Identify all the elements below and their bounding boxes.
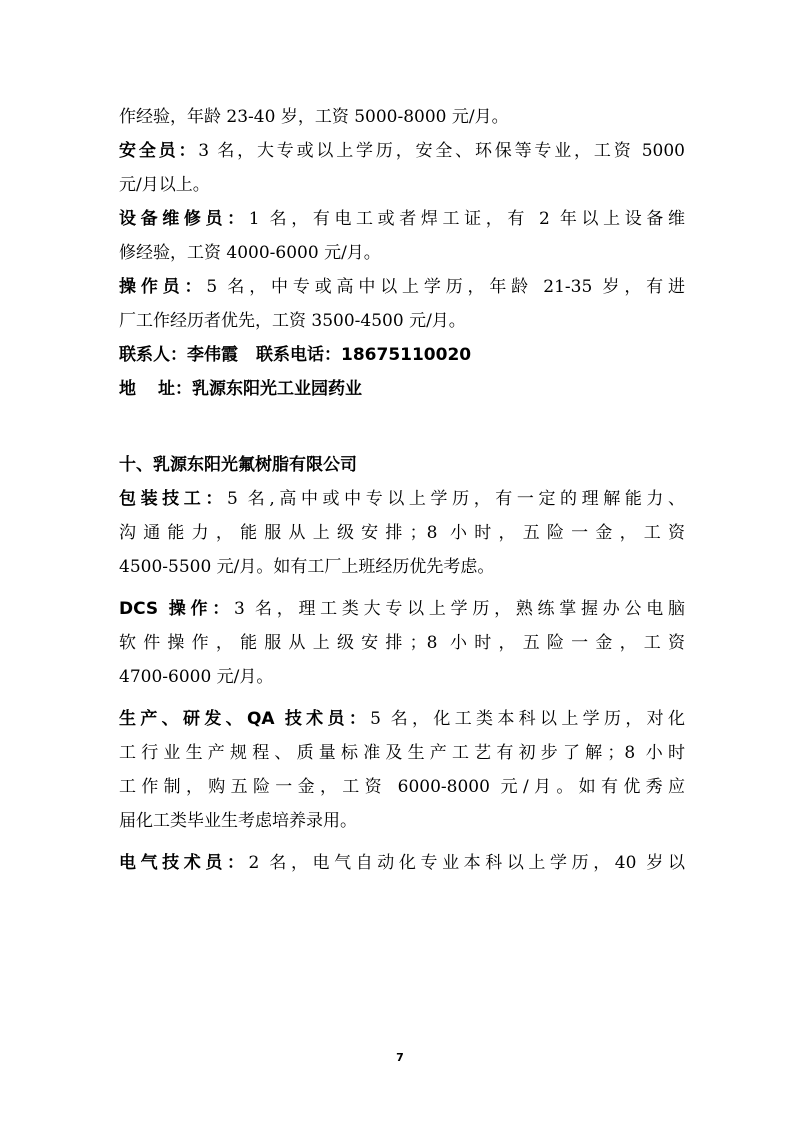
- safety-officer-line-2: [119, 168, 685, 202]
- continuation-text: 作经验，年龄 23-40 岁，工资 5000-8000 元/月。: [119, 107, 509, 127]
- dcs-text-3: 4700-6000 元/月。: [119, 667, 274, 687]
- dcs-text-2: 软件操作，能服从上级安排；8 小时，五险一金，工资: [119, 633, 685, 653]
- electrical-line-1: [119, 846, 685, 880]
- contact-person-label: 联系人：: [119, 345, 187, 365]
- spacer: [119, 584, 685, 592]
- maintenance-text: 1 名，有电工或者焊工证，有 2 年以上设备维: [248, 209, 686, 229]
- address-label-b: 址：: [158, 379, 192, 399]
- document-body: [119, 100, 685, 880]
- operator-text-2: 厂工作经历者优先，工资 3500-4500 元/月。: [119, 311, 466, 331]
- technician-text-4: 届化工类毕业生考虑培养录用。: [119, 811, 357, 831]
- packaging-text-3: 4500-5500 元/月。如有工厂上班经历优先考虑。: [119, 557, 495, 577]
- section-heading-text: 十、乳源东阳光氟树脂有限公司: [119, 455, 357, 475]
- packaging-text-2: 沟通能力，能服从上级安排；8 小时，五险一金，工资: [119, 523, 685, 543]
- maintenance-label: 设备维修员：: [119, 209, 249, 229]
- technician-text: 5 名，化工类本科以上学历，对化: [370, 709, 685, 729]
- section-gap: [119, 406, 685, 448]
- dcs-line-2: [119, 626, 685, 660]
- technician-line-3: [119, 770, 685, 804]
- technician-line-2: [119, 736, 685, 770]
- technician-label: 生产、研发、QA 技术员：: [119, 709, 371, 729]
- operator-line-1: [119, 270, 685, 304]
- electrical-text: 2 名，电气自动化专业本科以上学历，40 岁以: [248, 853, 685, 873]
- page-number: 7: [396, 1051, 404, 1064]
- packaging-line-2: [119, 516, 685, 550]
- electrical-label: 电气技术员：: [119, 853, 249, 873]
- technician-text-2: 工行业生产规程、质量标准及生产工艺有初步了解；8 小时: [119, 743, 685, 763]
- technician-line-1: [119, 702, 685, 736]
- dcs-text: 3 名，理工类大专以上学历，熟练掌握办公电脑: [234, 599, 685, 619]
- spacer: [119, 838, 685, 846]
- technician-line-4: [119, 804, 685, 838]
- section-heading: [119, 448, 685, 482]
- address-value: 乳源东阳光工业园药业: [192, 379, 362, 399]
- maintenance-line-1: [119, 202, 685, 236]
- safety-officer-line-1: [119, 134, 685, 168]
- safety-officer-text: 3 名，大专或以上学历，安全、环保等专业，工资 5000: [198, 141, 686, 161]
- contact-person: 李伟霞: [187, 345, 238, 365]
- dcs-line-1: [119, 592, 685, 626]
- contact-phone-label: 联系电话：: [256, 345, 341, 365]
- contact-phone: 18675110020: [341, 345, 472, 365]
- operator-line-2: [119, 304, 685, 338]
- packaging-line-1: [119, 482, 685, 516]
- packaging-line-3: [119, 550, 685, 584]
- address-label-a: 地: [119, 379, 136, 399]
- maintenance-text-2: 修经验，工资 4000-6000 元/月。: [119, 243, 381, 263]
- maintenance-line-2: [119, 236, 685, 270]
- safety-officer-text-2: 元/月以上。: [119, 175, 210, 195]
- operator-text: 5 名，中专或高中以上学历，年龄 21-35 岁，有进: [206, 277, 685, 297]
- packaging-label: 包装技工：: [119, 489, 227, 509]
- address-line: [119, 372, 685, 406]
- technician-text-3: 工作制，购五险一金，工资 6000-8000 元/月。如有优秀应: [119, 777, 685, 797]
- contact-line: [119, 338, 685, 372]
- packaging-text: 5 名,高中或中专以上学历，有一定的理解能力、: [226, 489, 686, 509]
- safety-officer-label: 安全员：: [119, 141, 199, 161]
- continuation-line: [119, 100, 685, 134]
- dcs-label: DCS 操作：: [119, 599, 235, 619]
- dcs-line-3: [119, 660, 685, 694]
- operator-label: 操作员：: [119, 277, 207, 297]
- spacer: [119, 694, 685, 702]
